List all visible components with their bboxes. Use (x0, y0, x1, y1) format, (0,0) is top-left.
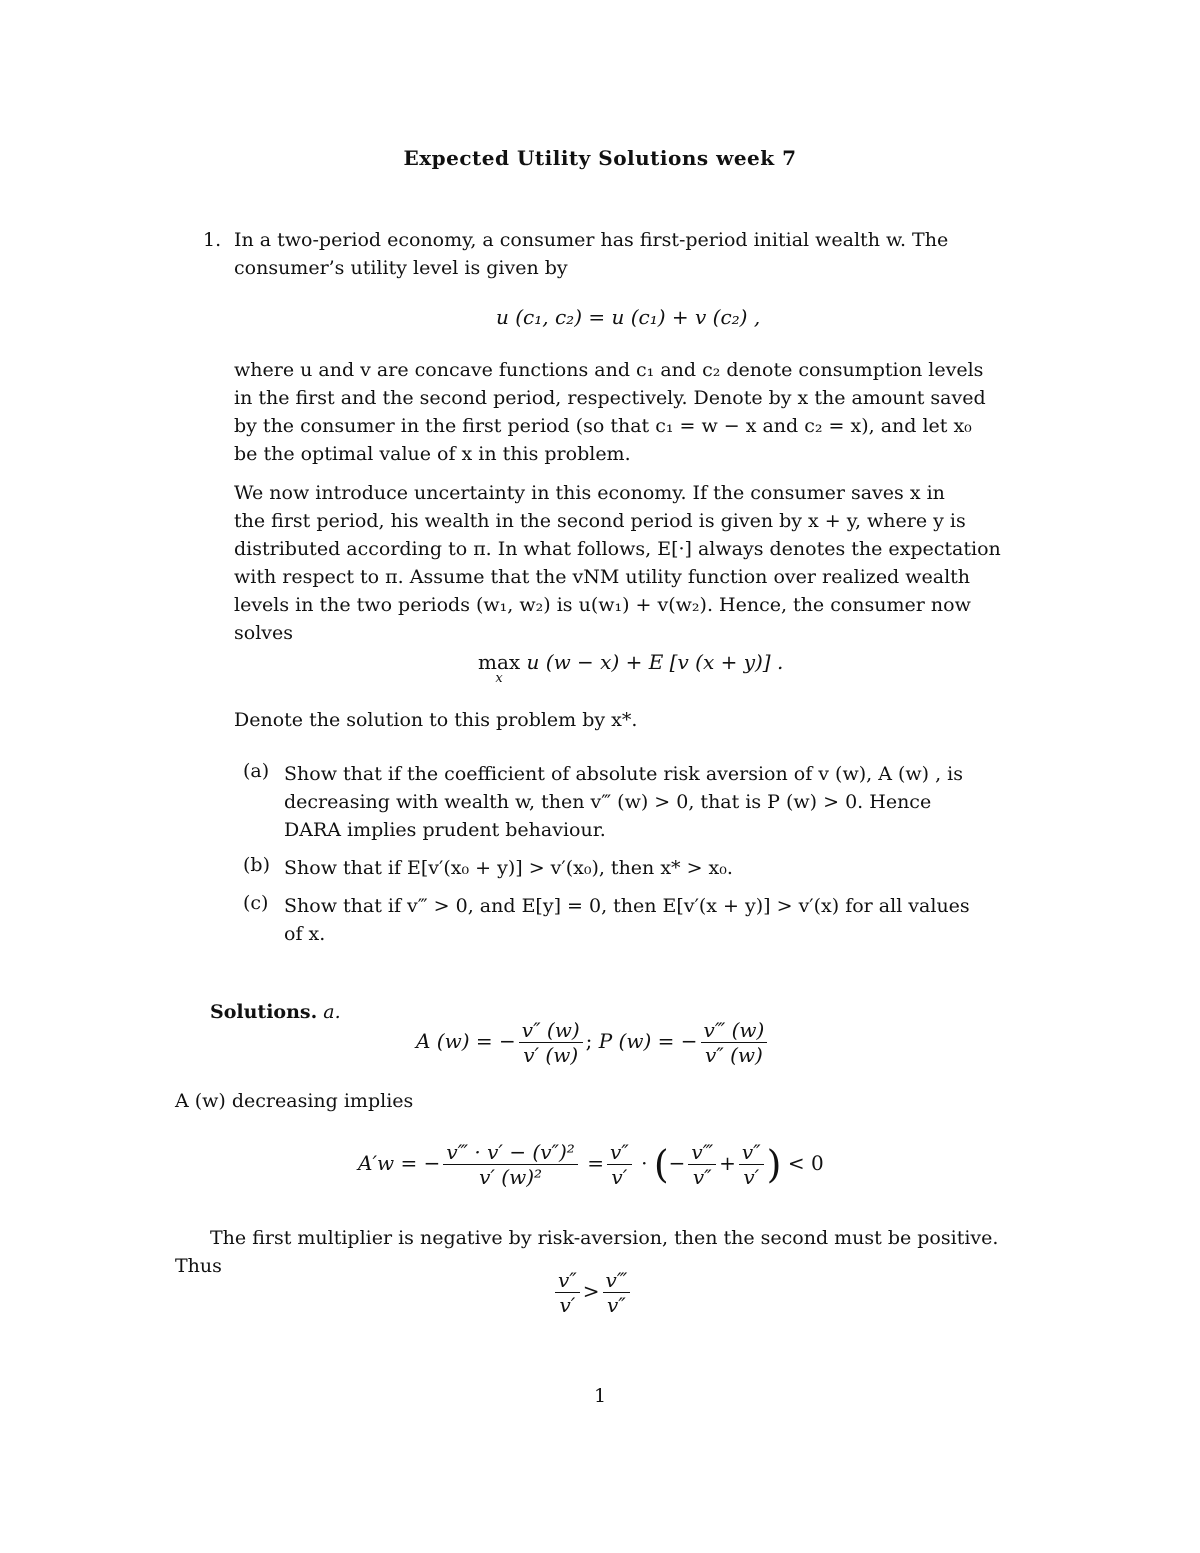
max-label: max (478, 650, 521, 674)
less-than-zero: < 0 (787, 1151, 824, 1175)
paragraph-2-line-1: We now introduce uncertainty in this economy. If the consumer saves x in (234, 482, 945, 504)
P-fraction (701, 1018, 768, 1067)
derivative-numerator: v‴ · v′ − (v″)² (443, 1140, 577, 1165)
P-definition-lhs: P (w) = − (598, 1029, 698, 1053)
separator: ; (585, 1029, 593, 1053)
derivative-equation (358, 1140, 824, 1189)
ratio-3-denominator: v′ (743, 1165, 760, 1189)
ratio-fraction-2 (688, 1140, 716, 1189)
paragraph-1-line-2: in the first and the second period, respectively. Denote by x the amount saved (234, 387, 986, 409)
inequality-left-denominator: v′ (559, 1293, 576, 1317)
ratio-3-numerator: v″ (739, 1140, 764, 1165)
utility-equation: u (c₁, c₂) = u (c₁) + v (c₂) , (496, 305, 761, 329)
part-b-line-1: Show that if E[v′(x₀ + y)] > v′(x₀), then x* > x₀. (284, 857, 733, 879)
paragraph-2-line-5: levels in the two periods (w₁, w₂) is u(w₁) + v(w₂). Hence, the consumer now (234, 594, 971, 616)
equals-sign: = (587, 1151, 604, 1175)
solutions-label: Solutions. (210, 1001, 318, 1023)
definitions-equation (416, 1018, 770, 1067)
minus-sign: − (668, 1151, 686, 1175)
part-a-line-3: DARA implies prudent behaviour. (284, 819, 606, 841)
page-title: Expected Utility Solutions week 7 (403, 146, 797, 170)
derivative-lhs: A′w = − (358, 1151, 441, 1175)
inequality-left-fraction (555, 1268, 580, 1317)
paragraph-1-line-3: by the consumer in the first period (so that c₁ = w − x and c₂ = x), and let x₀ (234, 415, 972, 437)
inequality-right-denominator: v″ (607, 1293, 626, 1317)
ratio-1-denominator: v′ (611, 1165, 628, 1189)
solutions-heading (210, 998, 341, 1026)
ratio-2-numerator: v‴ (688, 1140, 716, 1165)
inequality-right-numerator: v‴ (603, 1268, 631, 1293)
part-c-line-2: of x. (284, 923, 326, 945)
part-c-line-1: Show that if v‴ > 0, and E[y] = 0, then E[v′(x + y)] > v′(x) for all values (284, 895, 970, 917)
max-operator (478, 650, 520, 684)
page-number: 1 (593, 1385, 607, 1407)
paragraph-1-line-1: where u and v are concave functions and c₁ and c₂ denote consumption levels (234, 359, 984, 381)
part-b-label: (b) (243, 854, 270, 876)
ratio-fraction-1 (607, 1140, 632, 1189)
multiply-dot: · (641, 1151, 648, 1175)
derivative-fraction (443, 1140, 577, 1189)
A-definition-lhs: A (w) = − (416, 1029, 516, 1053)
solutions-part: a. (323, 1001, 341, 1023)
max-expression: u (w − x) + E [v (x + y)] . (526, 650, 784, 674)
inequality-equation (552, 1268, 633, 1317)
greater-than-sign: > (582, 1279, 600, 1303)
max-subscript: x (495, 671, 503, 686)
paragraph-2-line-6: solves (234, 622, 293, 644)
inequality-right-fraction (603, 1268, 631, 1317)
paragraph-2-line-2: the first period, his wealth in the second period is given by x + y, where y is (234, 510, 966, 532)
paragraph-2-line-4: with respect to π. Assume that the vNM utility function over realized wealth (234, 566, 971, 588)
max-equation (478, 650, 783, 684)
part-a-line-2: decreasing with wealth w, then v‴ (w) > 0, that is P (w) > 0. Hence (284, 791, 932, 813)
part-a-line-1: Show that if the coefficient of absolute risk aversion of v (w), A (w) , is (284, 763, 964, 785)
ratio-1-numerator: v″ (607, 1140, 632, 1165)
A-denominator: v′ (w) (523, 1043, 579, 1067)
problem-number: 1. (203, 229, 222, 251)
inequality-left-numerator: v″ (555, 1268, 580, 1293)
derivative-denominator: v′ (w)² (479, 1165, 543, 1189)
paragraph-2-line-3: distributed according to π. In what follows, E[·] always denotes the expectation (234, 538, 1001, 560)
ratio-fraction-3 (739, 1140, 764, 1189)
thus-text: Thus (175, 1255, 222, 1277)
A-numerator: v″ (w) (519, 1018, 583, 1043)
A-fraction (519, 1018, 583, 1067)
plus-sign: + (719, 1151, 736, 1175)
close-paren: ) (766, 1142, 782, 1187)
open-paren: ( (653, 1142, 669, 1187)
intro-line-1: In a two-period economy, a consumer has first-period initial wealth w. The (234, 229, 949, 251)
part-c-label: (c) (243, 892, 269, 914)
P-numerator: v‴ (w) (701, 1018, 768, 1043)
first-multiplier-text: The first multiplier is negative by risk-aversion, then the second must be positive. (210, 1227, 999, 1249)
decreasing-implies: A (w) decreasing implies (175, 1090, 414, 1112)
part-a-label: (a) (243, 760, 270, 782)
denote-solution: Denote the solution to this problem by x*. (234, 709, 638, 731)
P-denominator: v″ (w) (704, 1043, 763, 1067)
paragraph-1-line-4: be the optimal value of x in this problem. (234, 443, 631, 465)
intro-line-2: consumer’s utility level is given by (234, 257, 568, 279)
ratio-2-denominator: v″ (692, 1165, 712, 1189)
